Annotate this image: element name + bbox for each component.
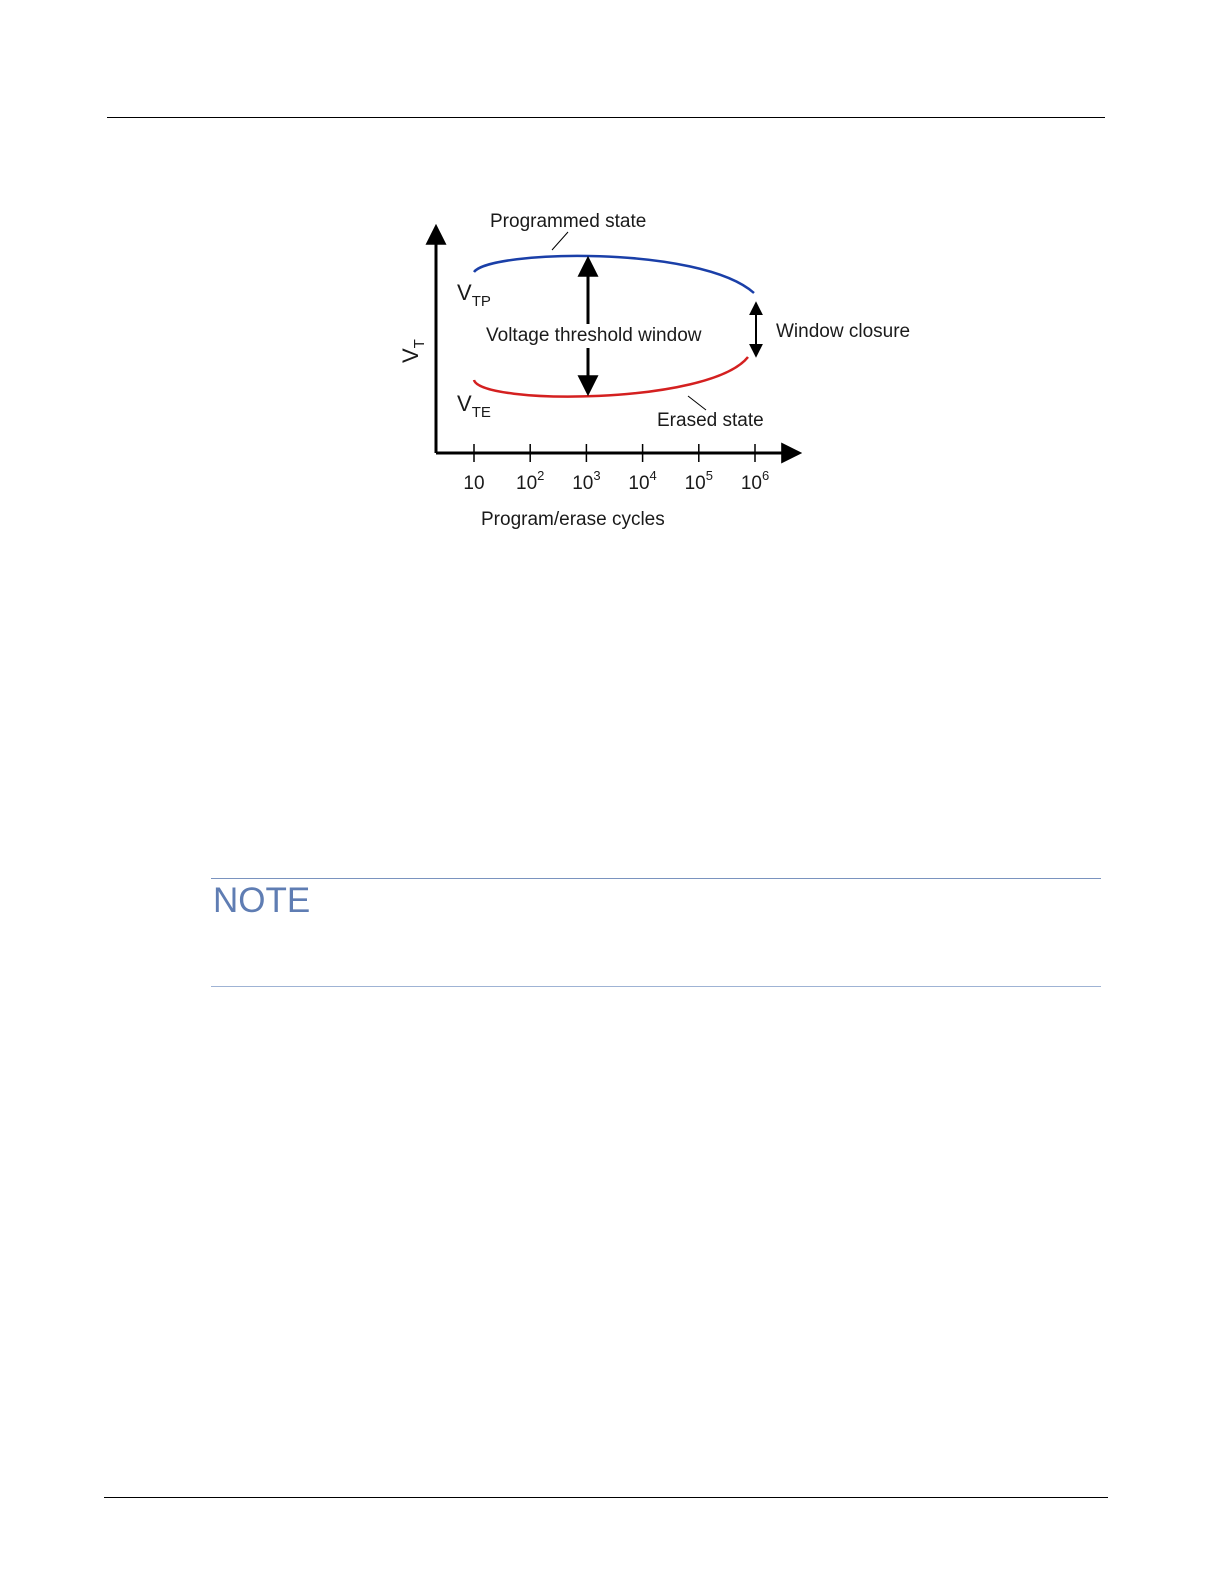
vte-main: V (457, 391, 472, 416)
tick-exponent: 2 (537, 468, 545, 483)
window-closure-label: Window closure (776, 321, 911, 342)
y-axis-sub: T (411, 339, 428, 349)
tick-exponent: 4 (649, 468, 657, 483)
header-rule (107, 117, 1105, 118)
erased-state-curve (474, 357, 748, 397)
vtp-label (457, 280, 491, 310)
window-label: Voltage threshold window (486, 325, 702, 346)
vt-window-diagram (380, 200, 940, 540)
x-tick-label (685, 468, 713, 494)
x-tick-label (628, 468, 656, 494)
tick-base: 10 (684, 473, 706, 494)
tick-exponent: 5 (705, 468, 713, 483)
x-tick-label (516, 468, 544, 494)
vtp-sub: TP (471, 293, 491, 310)
tick-base: 10 (516, 473, 538, 494)
tick-labels (463, 468, 769, 494)
x-axis-label: Program/erase cycles (481, 509, 665, 530)
vtp-main: V (457, 280, 472, 305)
vte-sub: TE (471, 404, 491, 421)
programmed-state-curve (474, 256, 754, 293)
note-bottom-rule (211, 986, 1101, 987)
y-axis-main: V (398, 348, 423, 363)
tick-exponent: 3 (593, 468, 601, 483)
programmed-state-label: Programmed state (490, 211, 647, 232)
vt-window-figure (380, 200, 940, 540)
tick-base: 10 (628, 473, 650, 494)
tick-base: 10 (572, 473, 594, 494)
y-axis-label (398, 339, 428, 363)
tick-base: 10 (463, 473, 485, 494)
note-heading: NOTE (213, 881, 311, 920)
x-tick-label (572, 468, 600, 494)
tick-exponent: 6 (761, 468, 770, 483)
footer-rule (104, 1497, 1108, 1498)
tick-base: 10 (740, 473, 762, 494)
programmed-leader-line (552, 232, 568, 250)
note-block (211, 878, 1101, 988)
x-tick-label (741, 468, 769, 494)
vte-label (457, 391, 491, 421)
note-top-rule (211, 878, 1101, 879)
erased-state-label: Erased state (657, 410, 764, 431)
x-tick-label (463, 473, 484, 494)
erased-leader-line (688, 396, 706, 410)
